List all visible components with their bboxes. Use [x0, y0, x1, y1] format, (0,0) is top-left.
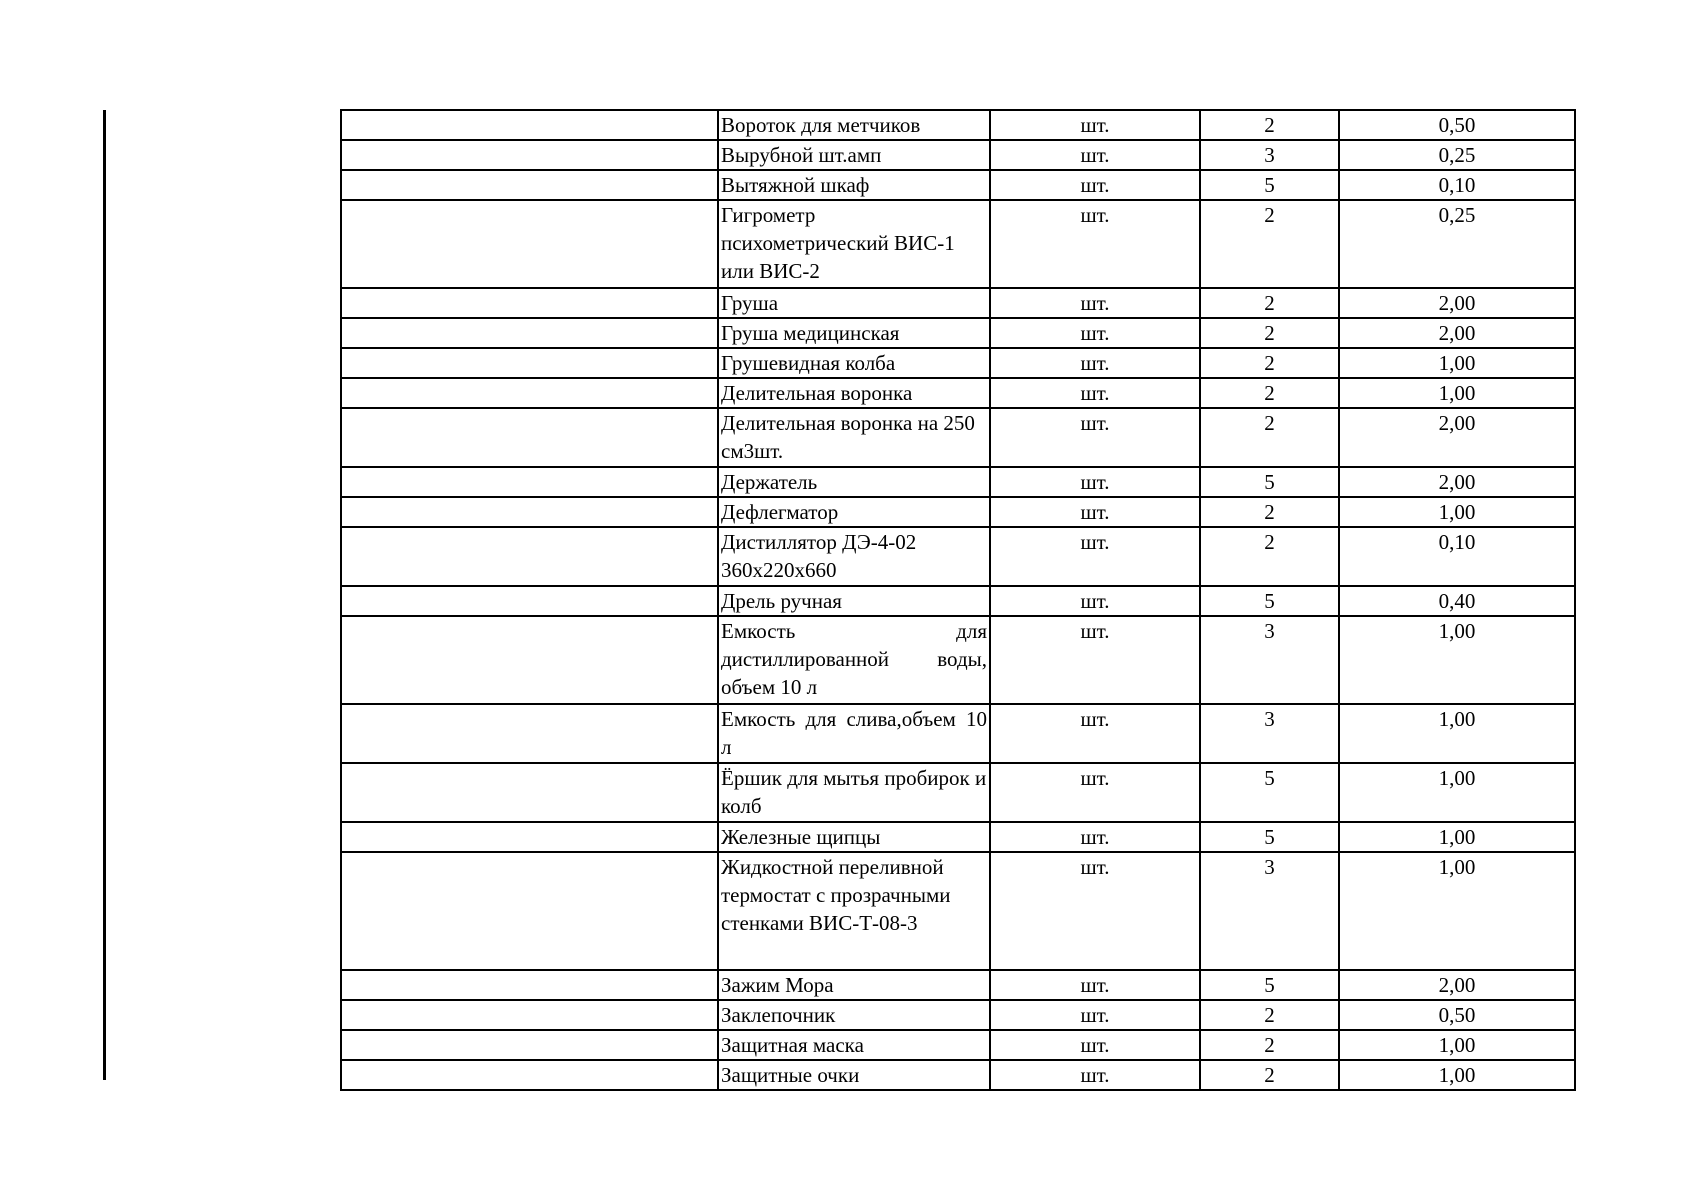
norm-cell: 2,00 [1339, 408, 1575, 467]
item-name-cell: Грушевидная колба [718, 348, 990, 378]
empty-cell [341, 497, 718, 527]
table-row [341, 497, 1575, 527]
item-name-cell: Дефлегматор [718, 497, 990, 527]
norm-cell: 0,25 [1339, 200, 1575, 288]
unit-cell: шт. [990, 852, 1200, 970]
unit-cell: шт. [990, 1030, 1200, 1060]
quantity-cell: 3 [1200, 616, 1339, 704]
item-name-cell: Делительная воронка на 250 см3шт. [718, 408, 990, 467]
quantity-cell: 2 [1200, 378, 1339, 408]
item-name-cell: Ёршик для мытья пробирок и колб [718, 763, 990, 822]
table-row [341, 348, 1575, 378]
item-name-cell: Вырубной шт.амп [718, 140, 990, 170]
unit-cell: шт. [990, 200, 1200, 288]
norm-cell: 0,50 [1339, 1000, 1575, 1030]
empty-cell [341, 348, 718, 378]
item-name-cell: Емкость для слива,объем 10 л [718, 704, 990, 763]
empty-cell [341, 200, 718, 288]
unit-cell: шт. [990, 378, 1200, 408]
item-name-cell: Гигрометр психометрический ВИС-1 или ВИС-2 [718, 200, 990, 288]
unit-cell: шт. [990, 1060, 1200, 1090]
unit-cell: шт. [990, 527, 1200, 586]
unit-cell: шт. [990, 822, 1200, 852]
unit-cell: шт. [990, 616, 1200, 704]
norm-cell: 1,00 [1339, 763, 1575, 822]
unit-cell: шт. [990, 467, 1200, 497]
quantity-cell: 2 [1200, 1000, 1339, 1030]
item-name-cell: Зажим Мора [718, 970, 990, 1000]
table-row [341, 1000, 1575, 1030]
norm-cell: 1,00 [1339, 1030, 1575, 1060]
item-name-cell: Вытяжной шкаф [718, 170, 990, 200]
table-row [341, 408, 1575, 467]
quantity-cell: 5 [1200, 970, 1339, 1000]
unit-cell: шт. [990, 288, 1200, 318]
unit-cell: шт. [990, 763, 1200, 822]
page-margin-rule [103, 110, 106, 1080]
item-name-cell: Груша [718, 288, 990, 318]
table-row [341, 200, 1575, 288]
empty-cell [341, 586, 718, 616]
norm-cell: 1,00 [1339, 616, 1575, 704]
empty-cell [341, 318, 718, 348]
unit-cell: шт. [990, 140, 1200, 170]
unit-cell: шт. [990, 970, 1200, 1000]
norm-cell: 0,40 [1339, 586, 1575, 616]
quantity-cell: 3 [1200, 852, 1339, 970]
table-row [341, 467, 1575, 497]
empty-cell [341, 140, 718, 170]
quantity-cell: 5 [1200, 586, 1339, 616]
item-name-cell: Делительная воронка [718, 378, 990, 408]
quantity-cell: 2 [1200, 288, 1339, 318]
table-row [341, 970, 1575, 1000]
table-row [341, 140, 1575, 170]
norm-cell: 2,00 [1339, 970, 1575, 1000]
empty-cell [341, 970, 718, 1000]
quantity-cell: 2 [1200, 200, 1339, 288]
unit-cell: шт. [990, 586, 1200, 616]
empty-cell [341, 1000, 718, 1030]
quantity-cell: 2 [1200, 527, 1339, 586]
quantity-cell: 5 [1200, 763, 1339, 822]
unit-cell: шт. [990, 1000, 1200, 1030]
table-row [341, 110, 1575, 140]
norm-cell: 0,10 [1339, 170, 1575, 200]
table-row [341, 586, 1575, 616]
table-row [341, 616, 1575, 704]
norm-cell: 1,00 [1339, 378, 1575, 408]
equipment-table [340, 109, 1576, 1091]
empty-cell [341, 1060, 718, 1090]
item-name-cell: Железные щипцы [718, 822, 990, 852]
empty-cell [341, 822, 718, 852]
quantity-cell: 2 [1200, 1060, 1339, 1090]
table-row [341, 822, 1575, 852]
table-row [341, 763, 1575, 822]
empty-cell [341, 288, 718, 318]
unit-cell: шт. [990, 408, 1200, 467]
empty-cell [341, 616, 718, 704]
unit-cell: шт. [990, 704, 1200, 763]
norm-cell: 0,25 [1339, 140, 1575, 170]
quantity-cell: 2 [1200, 348, 1339, 378]
table-row [341, 170, 1575, 200]
quantity-cell: 2 [1200, 497, 1339, 527]
item-name-cell: Дрель ручная [718, 586, 990, 616]
table-row [341, 318, 1575, 348]
table-row [341, 704, 1575, 763]
item-name-cell: Емкость для дистиллированной воды, объем 10 л [718, 616, 990, 704]
empty-cell [341, 852, 718, 970]
norm-cell: 1,00 [1339, 1060, 1575, 1090]
unit-cell: шт. [990, 348, 1200, 378]
table-row [341, 1060, 1575, 1090]
quantity-cell: 2 [1200, 110, 1339, 140]
equipment-table-body [341, 110, 1575, 1090]
quantity-cell: 3 [1200, 140, 1339, 170]
empty-cell [341, 763, 718, 822]
norm-cell: 2,00 [1339, 288, 1575, 318]
item-name-cell: Защитная маска [718, 1030, 990, 1060]
empty-cell [341, 110, 718, 140]
norm-cell: 0,50 [1339, 110, 1575, 140]
table-row [341, 1030, 1575, 1060]
item-name-cell: Дистиллятор ДЭ-4-02 360х220х660 [718, 527, 990, 586]
table-row [341, 288, 1575, 318]
norm-cell: 0,10 [1339, 527, 1575, 586]
norm-cell: 1,00 [1339, 822, 1575, 852]
unit-cell: шт. [990, 318, 1200, 348]
empty-cell [341, 527, 718, 586]
empty-cell [341, 704, 718, 763]
norm-cell: 2,00 [1339, 467, 1575, 497]
unit-cell: шт. [990, 497, 1200, 527]
unit-cell: шт. [990, 110, 1200, 140]
table-row [341, 852, 1575, 970]
norm-cell: 2,00 [1339, 318, 1575, 348]
quantity-cell: 2 [1200, 1030, 1339, 1060]
quantity-cell: 3 [1200, 704, 1339, 763]
unit-cell: шт. [990, 170, 1200, 200]
item-name-cell: Заклепочник [718, 1000, 990, 1030]
item-name-cell: Жидкостной переливной термостат с прозрачными стенками ВИС-Т-08-3 [718, 852, 990, 970]
empty-cell [341, 467, 718, 497]
empty-cell [341, 408, 718, 467]
quantity-cell: 2 [1200, 318, 1339, 348]
item-name-cell: Груша медицинская [718, 318, 990, 348]
table-row [341, 527, 1575, 586]
item-name-cell: Вороток для метчиков [718, 110, 990, 140]
norm-cell: 1,00 [1339, 852, 1575, 970]
norm-cell: 1,00 [1339, 348, 1575, 378]
quantity-cell: 5 [1200, 170, 1339, 200]
quantity-cell: 2 [1200, 408, 1339, 467]
empty-cell [341, 1030, 718, 1060]
item-name-cell: Защитные очки [718, 1060, 990, 1090]
empty-cell [341, 378, 718, 408]
norm-cell: 1,00 [1339, 497, 1575, 527]
norm-cell: 1,00 [1339, 704, 1575, 763]
table-row [341, 378, 1575, 408]
item-name-cell: Держатель [718, 467, 990, 497]
quantity-cell: 5 [1200, 467, 1339, 497]
quantity-cell: 5 [1200, 822, 1339, 852]
empty-cell [341, 170, 718, 200]
